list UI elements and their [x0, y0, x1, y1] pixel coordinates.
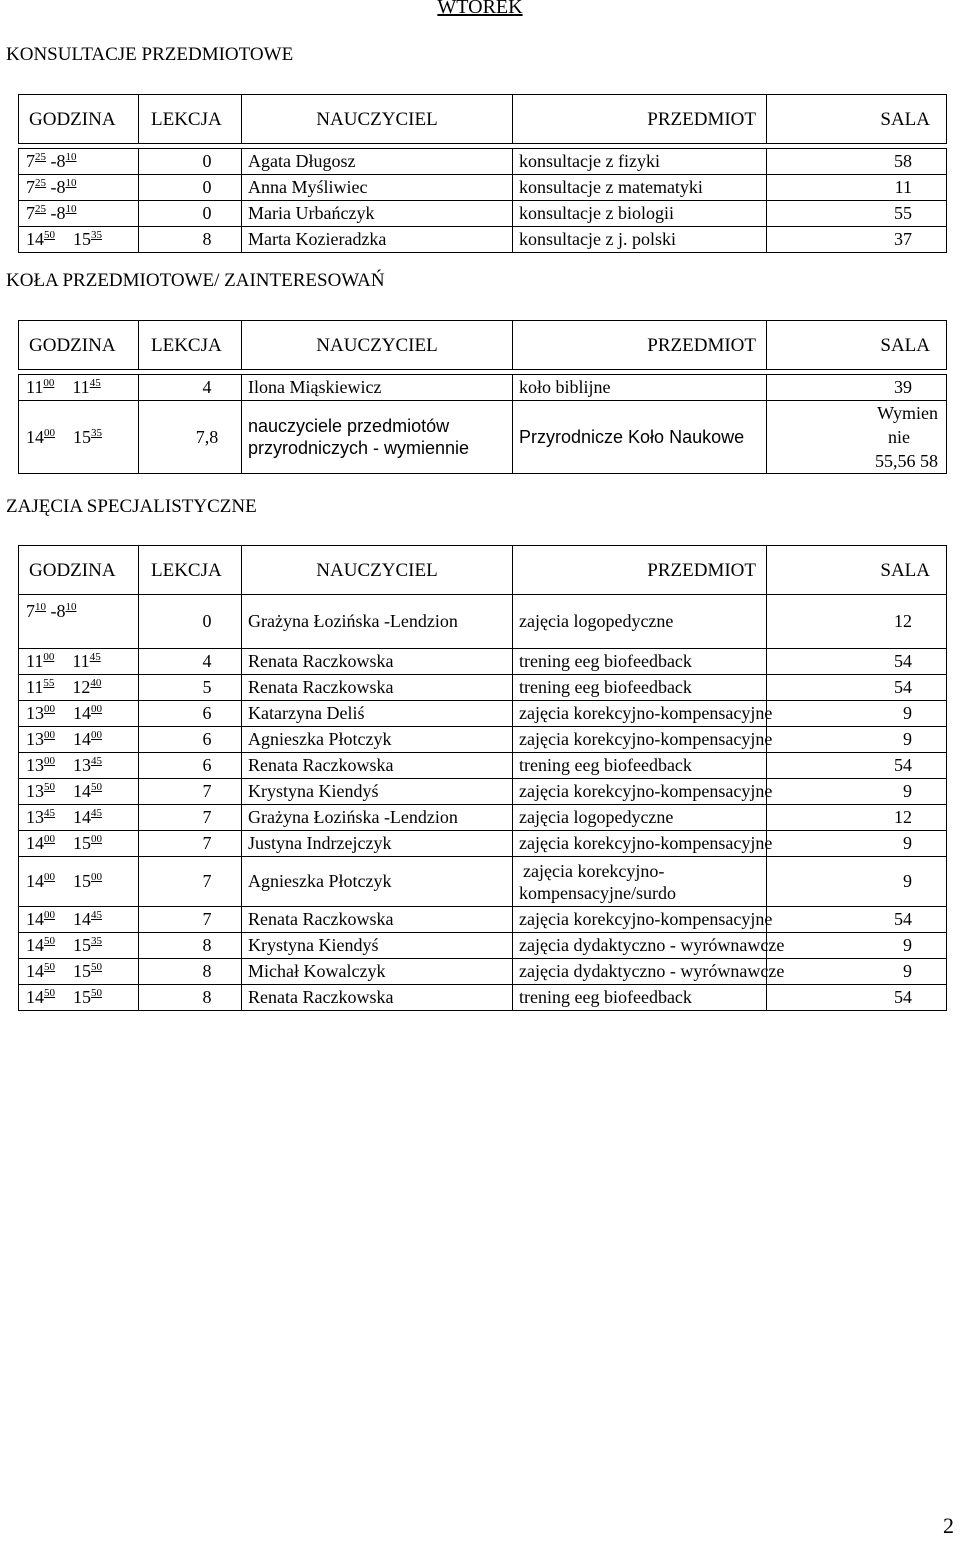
- table-row: [19, 857, 947, 907]
- table-row: [19, 227, 947, 253]
- subject-cell: konsultacje z matematyki: [513, 175, 767, 201]
- lesson-cell: 8: [139, 985, 242, 1011]
- lesson-cell: 0: [139, 149, 242, 175]
- time-cell: $14^{00}$ $15^{00}$: [19, 831, 139, 857]
- table-row: [19, 649, 947, 675]
- lesson-cell: 6: [139, 701, 242, 727]
- teacher-cell: nauczyciele przedmiotów przyrodniczych - wymiennie: [242, 401, 513, 474]
- lesson-cell: 7: [139, 831, 242, 857]
- lesson-cell: 7: [139, 805, 242, 831]
- header-sala: SALA: [767, 546, 947, 595]
- teacher-cell: Renata Raczkowska: [242, 753, 513, 779]
- table-row: [19, 401, 947, 474]
- subject-cell: Przyrodnicze Koło Naukowe: [513, 401, 767, 474]
- time-cell: $14^{50}$ $15^{50}$: [19, 985, 139, 1011]
- time-cell: $7^{25}$ $-8^{10}$: [19, 149, 139, 175]
- time-cell: $11^{00}$ $11^{45}$: [19, 649, 139, 675]
- table-row: [19, 805, 947, 831]
- lesson-cell: 8: [139, 959, 242, 985]
- teacher-cell: Renata Raczkowska: [242, 675, 513, 701]
- lesson-cell: 6: [139, 727, 242, 753]
- room-cell: 12: [767, 595, 947, 649]
- teacher-cell: Renata Raczkowska: [242, 985, 513, 1011]
- consultations-table: [18, 94, 947, 253]
- header-przedmiot: PRZEDMIOT: [513, 321, 767, 370]
- lesson-cell: 7: [139, 857, 242, 907]
- room-cell: 11: [767, 175, 947, 201]
- header-przedmiot: PRZEDMIOT: [513, 95, 767, 144]
- table-row: [19, 201, 947, 227]
- table-header-row: [19, 321, 947, 370]
- teacher-cell: Maria Urbańczyk: [242, 201, 513, 227]
- table-row: [19, 149, 947, 175]
- header-przedmiot: PRZEDMIOT: [513, 546, 767, 595]
- teacher-cell: Agnieszka Płotczyk: [242, 857, 513, 907]
- subject-cell: trening eeg biofeedback: [513, 649, 767, 675]
- page-number: 2: [943, 1513, 954, 1538]
- teacher-cell: Agata Długosz: [242, 149, 513, 175]
- header-lekcja: LEKCJA: [139, 546, 242, 595]
- lesson-cell: 4: [139, 649, 242, 675]
- table-row: [19, 701, 947, 727]
- time-cell: $7^{25}$ $-8^{10}$: [19, 175, 139, 201]
- subject-cell: zajęcia korekcyjno-kompensacyjne: [513, 907, 767, 933]
- time-cell: $13^{00}$ $13^{45}$: [19, 753, 139, 779]
- table-row: [19, 675, 947, 701]
- table-row: [19, 175, 947, 201]
- day-title: WTOREK: [437, 0, 523, 18]
- header-godzina: GODZINA: [19, 95, 139, 144]
- teacher-cell: Michał Kowalczyk: [242, 959, 513, 985]
- time-cell: $7^{10}$ $-8^{10}$: [19, 595, 139, 649]
- table-row: [19, 959, 947, 985]
- lesson-cell: 0: [139, 175, 242, 201]
- table-row: [19, 779, 947, 805]
- time-cell: $14^{50}$ $15^{50}$: [19, 959, 139, 985]
- room-cell: 9: [767, 701, 947, 727]
- subject-cell: zajęcia dydaktyczno - wyrównawcze: [513, 933, 767, 959]
- table-row: [19, 907, 947, 933]
- room-cell: Wymien nie 55,56 58: [767, 401, 947, 474]
- teacher-cell: Marta Kozieradzka: [242, 227, 513, 253]
- time-cell: $13^{50}$ $14^{50}$: [19, 779, 139, 805]
- room-cell: 54: [767, 675, 947, 701]
- header-godzina: GODZINA: [19, 546, 139, 595]
- room-cell: 9: [767, 727, 947, 753]
- subject-cell: konsultacje z fizyki: [513, 149, 767, 175]
- subject-cell: zajęcia korekcyjno-kompensacyjne: [513, 727, 767, 753]
- teacher-cell: Renata Raczkowska: [242, 907, 513, 933]
- lesson-cell: 5: [139, 675, 242, 701]
- time-cell: $11^{55}$ $12^{40}$: [19, 675, 139, 701]
- time-cell: $14^{50}$ $15^{35}$: [19, 227, 139, 253]
- subject-cell: zajęcia dydaktyczno - wyrównawcze: [513, 959, 767, 985]
- teacher-cell: Grażyna Łozińska -Lendzion: [242, 595, 513, 649]
- subject-cell: zajęcia logopedyczne: [513, 595, 767, 649]
- subject-cell: zajęcia korekcyjno-kompensacyjne: [513, 701, 767, 727]
- lesson-cell: 0: [139, 201, 242, 227]
- header-nauczyciel: NAUCZYCIEL: [242, 95, 513, 144]
- teacher-cell: Ilona Miąskiewicz: [242, 375, 513, 401]
- room-cell: 9: [767, 959, 947, 985]
- time-cell: $11^{00}$ $11^{45}$: [19, 375, 139, 401]
- subject-cell: konsultacje z biologii: [513, 201, 767, 227]
- header-godzina: GODZINA: [19, 321, 139, 370]
- room-cell: 9: [767, 831, 947, 857]
- room-cell: 9: [767, 857, 947, 907]
- table-header-row: [19, 95, 947, 144]
- table-row: [19, 831, 947, 857]
- subject-cell: trening eeg biofeedback: [513, 675, 767, 701]
- section-title-special: ZAJĘCIA SPECJALISTYCZNE: [6, 496, 257, 517]
- lesson-cell: 8: [139, 227, 242, 253]
- table-row: [19, 753, 947, 779]
- special-classes-table: [18, 545, 947, 1011]
- time-cell: $14^{00}$ $14^{45}$: [19, 907, 139, 933]
- section-title-clubs: KOŁA PRZEDMIOTOWE/ ZAINTERESOWAŃ: [6, 270, 385, 291]
- teacher-cell: Grażyna Łozińska -Lendzion: [242, 805, 513, 831]
- clubs-table: [18, 320, 947, 474]
- teacher-cell: Justyna Indrzejczyk: [242, 831, 513, 857]
- teacher-cell: Agnieszka Płotczyk: [242, 727, 513, 753]
- time-cell: $13^{00}$ $14^{00}$: [19, 727, 139, 753]
- room-cell: 37: [767, 227, 947, 253]
- lesson-cell: 4: [139, 375, 242, 401]
- header-sala: SALA: [767, 321, 947, 370]
- subject-cell: zajęcia logopedyczne: [513, 805, 767, 831]
- header-sala: SALA: [767, 95, 947, 144]
- room-cell: 9: [767, 933, 947, 959]
- lesson-cell: 0: [139, 595, 242, 649]
- teacher-cell: Anna Myśliwiec: [242, 175, 513, 201]
- room-cell: 12: [767, 805, 947, 831]
- subject-cell: zajęcia korekcyjno-kompensacyjne: [513, 779, 767, 805]
- header-lekcja: LEKCJA: [139, 321, 242, 370]
- room-cell: 54: [767, 753, 947, 779]
- teacher-cell: Krystyna Kiendyś: [242, 933, 513, 959]
- subject-cell: konsultacje z j. polski: [513, 227, 767, 253]
- teacher-cell: Krystyna Kiendyś: [242, 779, 513, 805]
- teacher-cell: Katarzyna Deliś: [242, 701, 513, 727]
- table-row: [19, 375, 947, 401]
- lesson-cell: 6: [139, 753, 242, 779]
- room-cell: 58: [767, 149, 947, 175]
- time-cell: $13^{45}$ $14^{45}$: [19, 805, 139, 831]
- room-cell: 55: [767, 201, 947, 227]
- table-row: [19, 595, 947, 649]
- room-cell: 54: [767, 649, 947, 675]
- time-cell: $13^{00}$ $14^{00}$: [19, 701, 139, 727]
- teacher-cell: Renata Raczkowska: [242, 649, 513, 675]
- table-header-row: [19, 546, 947, 595]
- table-row: [19, 933, 947, 959]
- lesson-cell: 7,8: [139, 401, 242, 474]
- header-lekcja: LEKCJA: [139, 95, 242, 144]
- room-cell: 54: [767, 907, 947, 933]
- room-cell: 54: [767, 985, 947, 1011]
- table-row: [19, 985, 947, 1011]
- subject-cell: trening eeg biofeedback: [513, 753, 767, 779]
- lesson-cell: 7: [139, 907, 242, 933]
- subject-cell: zajęcia korekcyjno-kompensacyjne: [513, 831, 767, 857]
- room-cell: 39: [767, 375, 947, 401]
- room-cell: 9: [767, 779, 947, 805]
- subject-cell: trening eeg biofeedback: [513, 985, 767, 1011]
- table-row: [19, 727, 947, 753]
- time-cell: $7^{25}$ $-8^{10}$: [19, 201, 139, 227]
- time-cell: $14^{50}$ $15^{35}$: [19, 933, 139, 959]
- lesson-cell: 7: [139, 779, 242, 805]
- header-nauczyciel: NAUCZYCIEL: [242, 321, 513, 370]
- time-cell: $14^{00}$ $15^{35}$: [19, 401, 139, 474]
- section-title-consultations: KONSULTACJE PRZEDMIOTOWE: [6, 44, 294, 65]
- subject-cell: koło biblijne: [513, 375, 767, 401]
- subject-cell: zajęcia korekcyjno- kompensacyjne/surdo: [513, 857, 767, 907]
- header-nauczyciel: NAUCZYCIEL: [242, 546, 513, 595]
- time-cell: $14^{00}$ $15^{00}$: [19, 857, 139, 907]
- lesson-cell: 8: [139, 933, 242, 959]
